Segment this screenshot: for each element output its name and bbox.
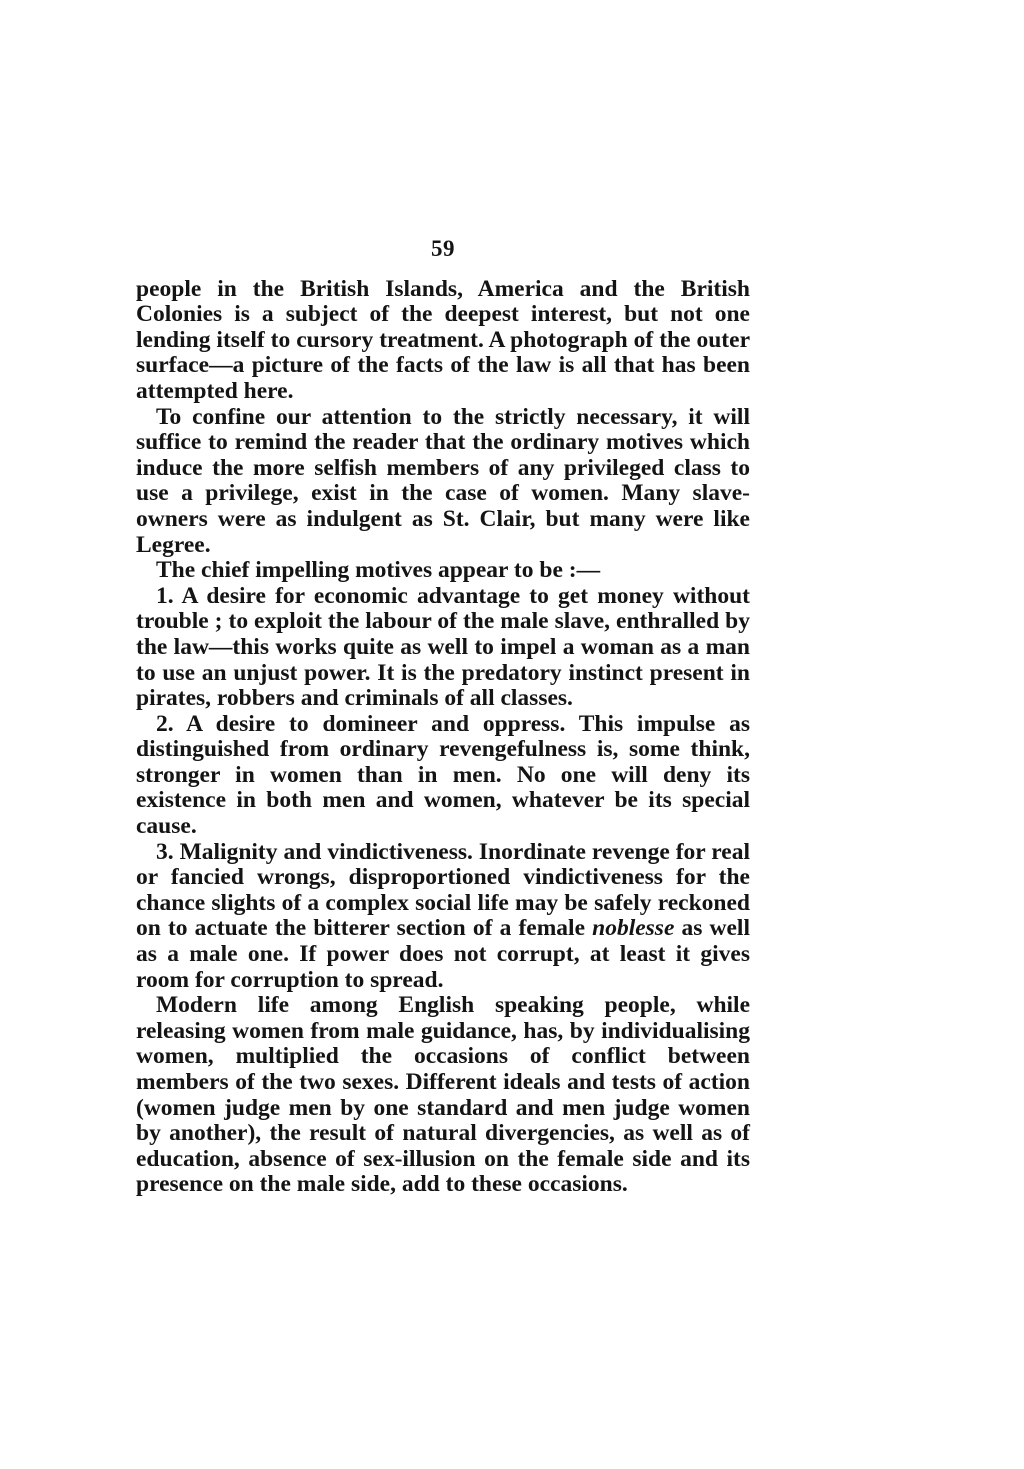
paragraph-5: 2. A desire to domineer and oppress. This impulse as distinguished from ordinary revengefulness is, some think, stronger in women than in men. No one will deny its existence in both men and women, whatever be its special cause. — [136, 710, 750, 840]
page-number: 59 — [431, 236, 455, 261]
italic-word: noblesse — [592, 915, 675, 942]
paragraph-6 — [136, 840, 750, 994]
paragraph-2: To confine our attention to the strictly necessary, it will suffice to remind the reader that the ordinary motives which induce the more selfish members of any privileged class to use a privilege, exist in the case of women. Many slave-owners were as indulgent as St. Clair, but many were like Legree. — [136, 403, 750, 558]
paragraph-4: 1. A desire for economic advantage to get money without trouble ; to exploit the labour of the male slave, enthralled by the law—this works quite as well to impel a woman as a man to use an unjust power. It is the predatory instinct present in pirates, robbers and criminals of all classes. — [136, 582, 750, 712]
paragraph-7: Modern life among English speaking people, while releasing women from male guidance, has, by individualising women, multiplied the occasions of conflict between members of the two sexes. Different ideals and tests of action (women judge men by one standard and men judge women by another), the result of natural divergencies, as well as of education, absence of sex-illusion on the female side and its presence on the male side, add to these occasions. — [136, 992, 750, 1198]
paragraph-6-end: as well as a male one. If power does not corrupt, at least it gives room for corruption to spread. — [136, 915, 750, 993]
paragraph-3: The chief impelling motives appear to be :— — [156, 557, 601, 584]
paragraph-6-start: 3. Malignity and vindictiveness. Inordinate revenge for real or fancied wrongs, disproportioned vindictiveness for the chance slights of a complex social life may be safely reckoned on to actuate the bitterer section of a female — [136, 838, 750, 942]
page-body — [136, 236, 750, 1198]
paragraph-1: people in the British Islands, America and the British Colonies is a subject of the deepest interest, but not one lending itself to cursory treatment. A photograph of the outer surface—a picture of the facts of the law is all that has been attempted here. — [136, 275, 750, 404]
